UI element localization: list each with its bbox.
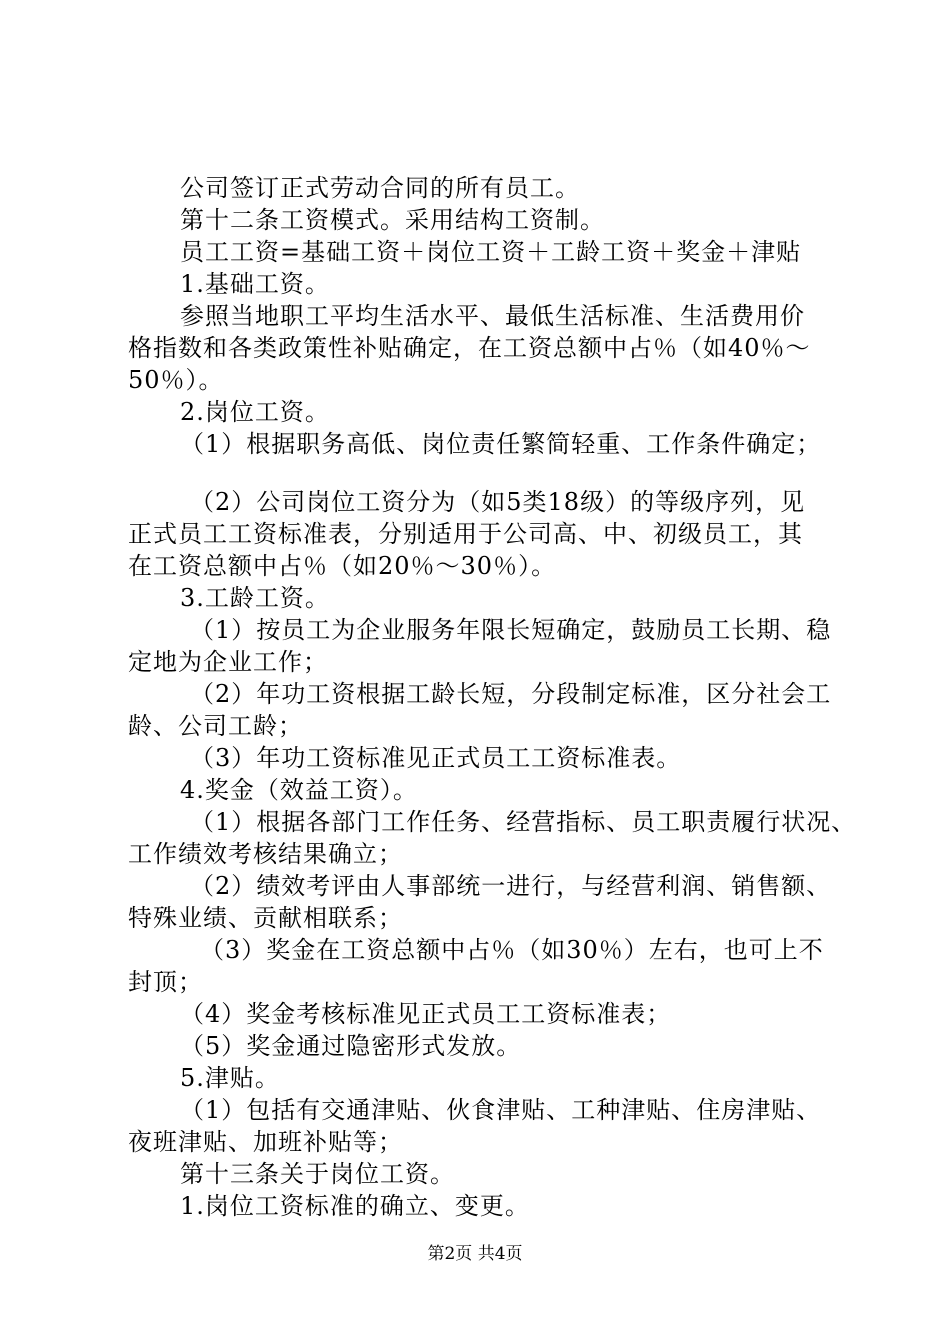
text-line: 定地为企业工作； (128, 648, 328, 676)
text-line: 格指数和各类政策性补贴确定，在工资总额中占％（如40％～ (128, 334, 811, 362)
text-line: 封顶； (128, 968, 203, 996)
text-line: （5）奖金通过隐密形式发放。 (180, 1032, 522, 1060)
section-heading: 5.津贴。 (180, 1064, 280, 1092)
text-line: 参照当地职工平均生活水平、最低生活标准、生活费用价 (180, 302, 805, 330)
text-line: 50％）。 (128, 366, 224, 394)
text-line: （2）年功工资根据工龄长短，分段制定标准，区分社会工 (190, 680, 832, 708)
text-line: （1）根据职务高低、岗位责任繁简轻重、工作条件确定； (180, 430, 822, 458)
text-line: （1）按员工为企业服务年限长短确定，鼓励员工长期、稳 (190, 616, 832, 644)
text-line: （2）公司岗位工资分为（如5类18级）的等级序列，见 (190, 488, 806, 516)
text-line: 龄、公司工龄； (128, 712, 303, 740)
text-line: （4）奖金考核标准见正式员工工资标准表； (180, 1000, 672, 1028)
text-line: （1）包括有交通津贴、伙食津贴、工种津贴、住房津贴、 (180, 1096, 822, 1124)
article-heading: 第十三条关于岗位工资。 (180, 1160, 455, 1188)
text-line: 特殊业绩、贡献相联系； (128, 904, 403, 932)
text-line: 公司签订正式劳动合同的所有员工。 (180, 174, 580, 202)
text-line: 工作绩效考核结果确立； (128, 840, 403, 868)
text-line: 在工资总额中占％（如20％～30％）。 (128, 552, 557, 580)
text-line: 第十二条工资模式。采用结构工资制。 (180, 206, 605, 234)
section-heading: 3.工龄工资。 (180, 584, 330, 612)
text-line: （3）年功工资标准见正式员工工资标准表。 (190, 744, 682, 772)
text-line: 员工工资=基础工资＋岗位工资＋工龄工资＋奖金＋津贴 (180, 238, 802, 266)
section-heading: 1.基础工资。 (180, 270, 330, 298)
section-heading: 1.岗位工资标准的确立、变更。 (180, 1192, 530, 1220)
text-line: 正式员工工资标准表，分别适用于公司高、中、初级员工，其 (128, 520, 803, 548)
text-line: （2）绩效考评由人事部统一进行，与经营利润、销售额、 (190, 872, 832, 900)
text-line: （3）奖金在工资总额中占％（如30％）左右，也可上不 (200, 936, 824, 964)
page-number-footer: 第2页 共4页 (427, 1244, 523, 1264)
text-line: 夜班津贴、加班补贴等； (128, 1128, 403, 1156)
section-heading: 4.奖金（效益工资）。 (180, 776, 418, 804)
text-line: （1）根据各部门工作任务、经营指标、员工职责履行状况、 (190, 808, 857, 836)
section-heading: 2.岗位工资。 (180, 398, 330, 426)
